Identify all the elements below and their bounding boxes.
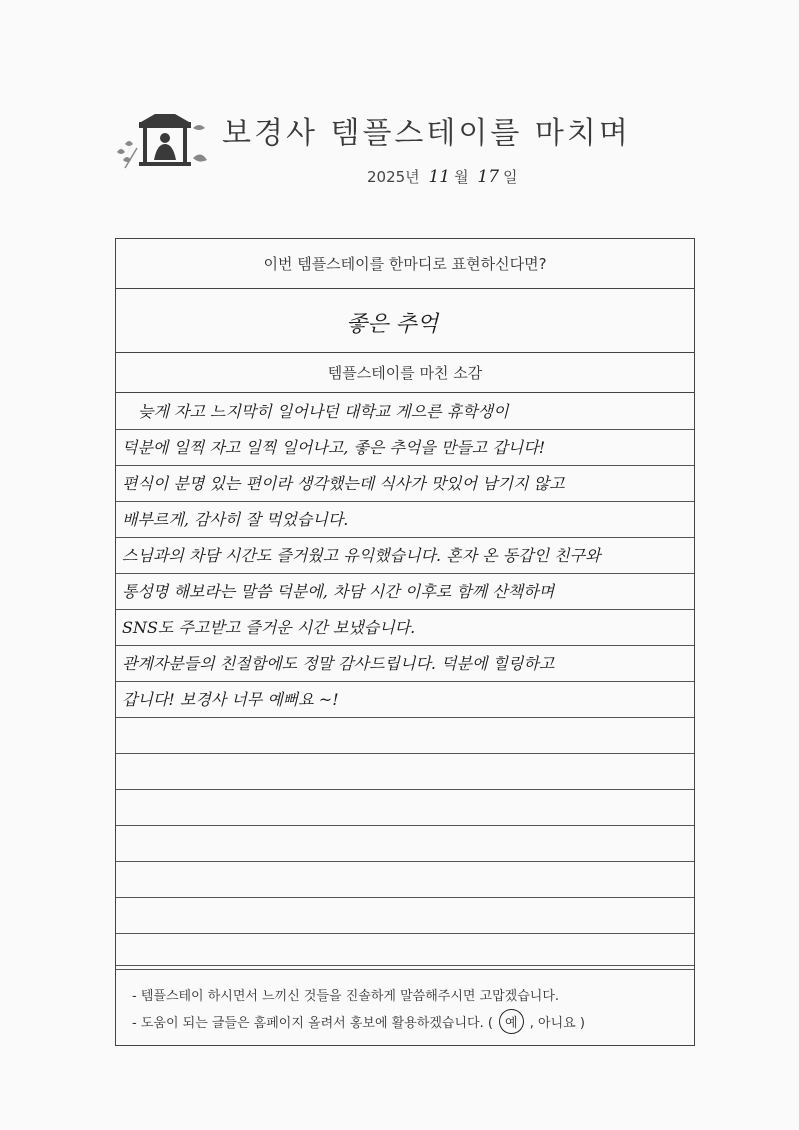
answer-line[interactable]: 스님과의 차담 시간도 즐거웠고 유익했습니다. 혼자 온 동갑인 친구와 <box>122 546 601 565</box>
ruled-line <box>116 537 694 538</box>
ruled-line <box>116 645 694 646</box>
answer-line[interactable]: 늦게 자고 느지막히 일어나던 대학교 게으른 휴학생이 <box>138 402 509 421</box>
answer-line[interactable]: SNS도 주고받고 즐거운 시간 보냈습니다. <box>122 618 416 637</box>
answer-one: 좋은 추억 <box>346 312 439 337</box>
ruled-line <box>116 753 694 754</box>
ruled-line <box>116 501 694 502</box>
ruled-line <box>116 681 694 682</box>
ruled-line <box>116 969 694 970</box>
ruled-line <box>116 861 694 862</box>
ruled-line <box>116 465 694 466</box>
note-two-text: - 도움이 되는 글들은 홈페이지 올려서 홍보에 활용하겠습니다. ( <box>132 1016 493 1031</box>
option-no[interactable]: 아니요 <box>538 1016 576 1031</box>
answer-line[interactable]: 덕분에 일찍 자고 일찍 일어나고, 좋은 추억을 만들고 갑니다! <box>122 438 546 457</box>
answer-one-box[interactable] <box>116 289 694 353</box>
notes-divider <box>116 965 694 966</box>
question-two: 템플스테이를 마친 소감 <box>116 353 694 393</box>
note-two <box>132 1009 585 1034</box>
ruled-line <box>116 717 694 718</box>
ruled-line <box>116 825 694 826</box>
answer-line[interactable]: 배부르게, 감사히 잘 먹었습니다. <box>122 510 349 529</box>
ruled-line <box>116 429 694 430</box>
note-two-separator: , <box>529 1016 534 1031</box>
temple-buddha-icon <box>113 108 213 180</box>
answer-line[interactable]: 편식이 분명 있는 편이라 생각했는데 식사가 맛있어 남기지 않고 <box>122 474 565 493</box>
answer-line[interactable]: 관계자분들의 친절함에도 정말 감사드립니다. 덕분에 힐링하고 <box>122 654 555 673</box>
date-day-unit: 일 <box>503 168 518 186</box>
date-month-unit: 월 <box>454 168 469 186</box>
survey-form <box>115 238 695 1046</box>
ruled-line <box>116 573 694 574</box>
date-year: 2025년 <box>367 168 420 186</box>
answer-line[interactable]: 통성명 해보라는 말씀 덕분에, 차담 시간 이후로 함께 산책하며 <box>122 582 555 601</box>
question-one: 이번 템플스테이를 한마디로 표현하신다면? <box>116 239 694 289</box>
answer-line[interactable]: 갑니다! 보경사 너무 예뻐요 ~! <box>122 690 339 709</box>
ruled-line <box>116 933 694 934</box>
ruled-line <box>116 609 694 610</box>
note-two-suffix: ) <box>579 1016 585 1031</box>
date-line <box>367 166 518 187</box>
note-one: - 템플스테이 하시면서 느끼신 것들을 진솔하게 말씀해주시면 고맙겠습니다. <box>132 989 560 1004</box>
ruled-line <box>116 789 694 790</box>
ruled-line <box>116 897 694 898</box>
option-yes-circled[interactable]: 예 <box>499 1009 524 1034</box>
date-day: 17 <box>477 167 500 187</box>
date-month: 11 <box>428 167 451 187</box>
page-title: 보경사 템플스테이를 마치며 <box>222 116 631 151</box>
